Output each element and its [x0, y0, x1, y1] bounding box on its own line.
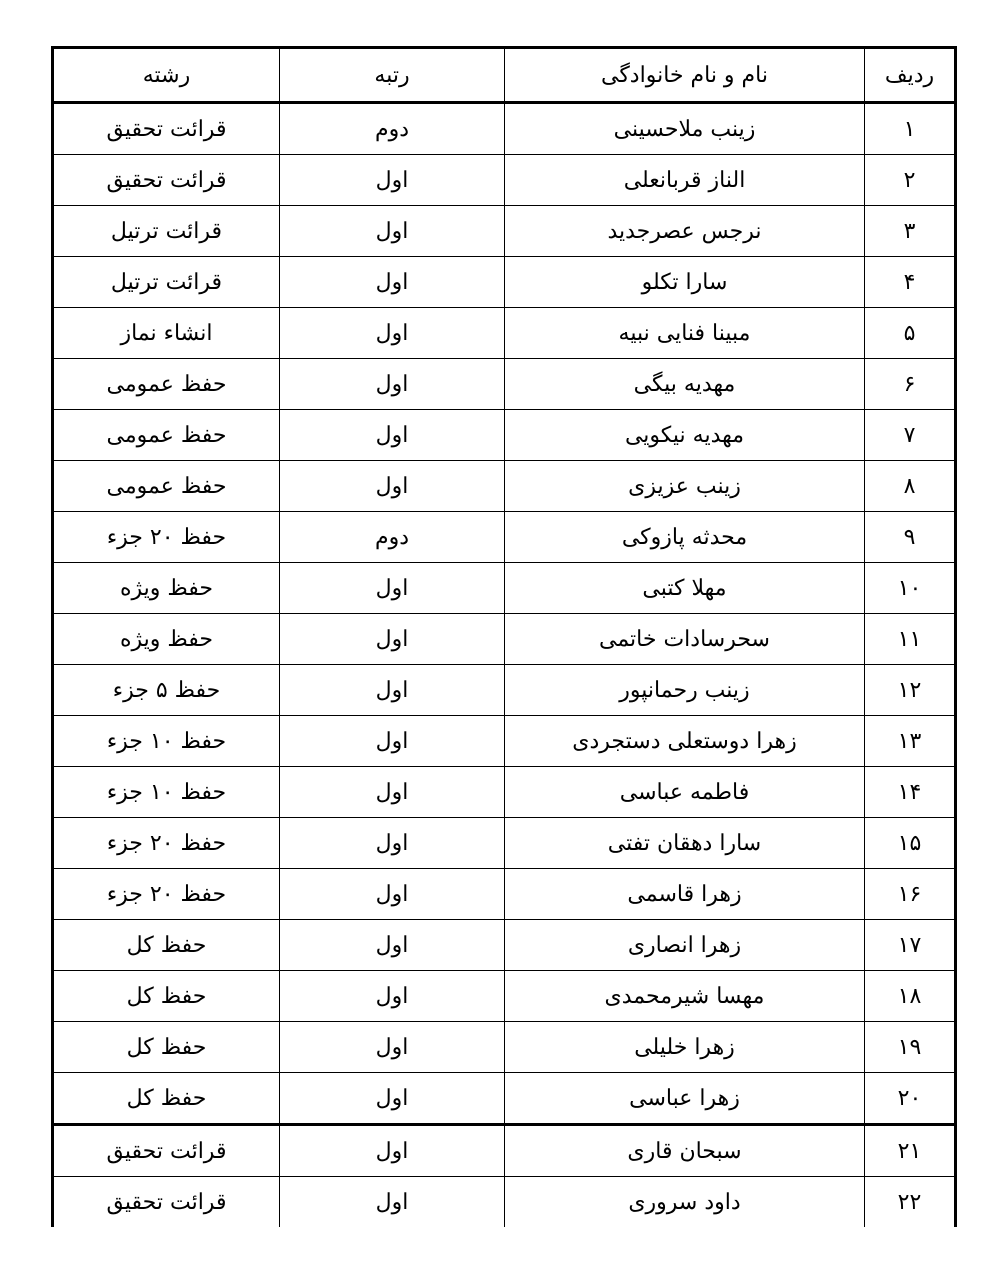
cell-row-number: ۱۶	[865, 869, 956, 920]
table-row	[53, 512, 956, 563]
table-row	[53, 359, 956, 410]
cell-field: حفظ کل	[53, 1022, 280, 1073]
cell-rank: اول	[280, 716, 505, 767]
cell-field: حفظ عمومی	[53, 410, 280, 461]
results-table	[51, 46, 957, 1227]
cell-row-number: ۷	[865, 410, 956, 461]
cell-field: قرائت ترتیل	[53, 257, 280, 308]
cell-row-number: ۱	[865, 103, 956, 155]
cell-rank: اول	[280, 257, 505, 308]
cell-field: حفظ ویژه	[53, 614, 280, 665]
cell-field: حفظ کل	[53, 1073, 280, 1125]
cell-row-number: ۴	[865, 257, 956, 308]
cell-row-number: ۱۲	[865, 665, 956, 716]
cell-name: زینب ملاحسینی	[505, 103, 865, 155]
cell-rank: اول	[280, 308, 505, 359]
cell-row-number: ۲	[865, 155, 956, 206]
cell-rank: اول	[280, 1177, 505, 1228]
cell-name: مهدیه نیکویی	[505, 410, 865, 461]
cell-field: حفظ ویژه	[53, 563, 280, 614]
cell-name: زهرا دوستعلی دستجردی	[505, 716, 865, 767]
cell-name: فاطمه عباسی	[505, 767, 865, 818]
cell-rank: اول	[280, 869, 505, 920]
cell-field: انشاء نماز	[53, 308, 280, 359]
cell-row-number: ۵	[865, 308, 956, 359]
cell-field: قرائت تحقیق	[53, 155, 280, 206]
header-row-number: ردیف	[865, 48, 956, 103]
cell-rank: اول	[280, 971, 505, 1022]
header-name: نام و نام خانوادگی	[505, 48, 865, 103]
cell-rank: اول	[280, 920, 505, 971]
table-row	[53, 614, 956, 665]
cell-row-number: ۱۱	[865, 614, 956, 665]
cell-rank: اول	[280, 614, 505, 665]
cell-name: سحرسادات خاتمی	[505, 614, 865, 665]
cell-field: قرائت تحقیق	[53, 103, 280, 155]
cell-name: مهلا کتبی	[505, 563, 865, 614]
cell-field: حفظ عمومی	[53, 359, 280, 410]
table-body	[53, 103, 956, 1228]
cell-rank: اول	[280, 665, 505, 716]
table-row	[53, 1177, 956, 1228]
cell-name: داود سروری	[505, 1177, 865, 1228]
cell-field: قرائت تحقیق	[53, 1177, 280, 1228]
cell-rank: اول	[280, 767, 505, 818]
cell-field: حفظ ۲۰ جزء	[53, 869, 280, 920]
cell-row-number: ۱۰	[865, 563, 956, 614]
table-row	[53, 818, 956, 869]
table-row	[53, 1125, 956, 1177]
cell-rank: اول	[280, 1125, 505, 1177]
cell-row-number: ۶	[865, 359, 956, 410]
cell-row-number: ۱۳	[865, 716, 956, 767]
cell-name: زهرا قاسمی	[505, 869, 865, 920]
cell-name: الناز قربانعلی	[505, 155, 865, 206]
cell-row-number: ۱۹	[865, 1022, 956, 1073]
cell-rank: اول	[280, 818, 505, 869]
cell-row-number: ۸	[865, 461, 956, 512]
cell-rank: اول	[280, 155, 505, 206]
cell-field: حفظ ۵ جزء	[53, 665, 280, 716]
table-row	[53, 1022, 956, 1073]
cell-name: مبینا فنایی نبیه	[505, 308, 865, 359]
cell-row-number: ۳	[865, 206, 956, 257]
cell-field: حفظ ۲۰ جزء	[53, 818, 280, 869]
cell-row-number: ۱۸	[865, 971, 956, 1022]
cell-row-number: ۱۷	[865, 920, 956, 971]
table-row	[53, 308, 956, 359]
table-row	[53, 103, 956, 155]
cell-field: حفظ کل	[53, 920, 280, 971]
cell-name: زینب عزیزی	[505, 461, 865, 512]
table-row	[53, 665, 956, 716]
cell-name: زهرا انصاری	[505, 920, 865, 971]
table-row	[53, 869, 956, 920]
table-row	[53, 1073, 956, 1125]
cell-name: مهسا شیرمحمدی	[505, 971, 865, 1022]
table-row	[53, 155, 956, 206]
cell-field: حفظ کل	[53, 971, 280, 1022]
header-rank: رتبه	[280, 48, 505, 103]
cell-row-number: ۲۲	[865, 1177, 956, 1228]
cell-field: قرائت تحقیق	[53, 1125, 280, 1177]
table-header-row	[53, 48, 956, 103]
cell-rank: دوم	[280, 103, 505, 155]
table-row	[53, 971, 956, 1022]
results-table-container	[51, 46, 954, 1227]
cell-rank: دوم	[280, 512, 505, 563]
cell-name: زینب رحمانپور	[505, 665, 865, 716]
table-row	[53, 563, 956, 614]
table-row	[53, 206, 956, 257]
cell-name: سبحان قاری	[505, 1125, 865, 1177]
cell-rank: اول	[280, 359, 505, 410]
cell-rank: اول	[280, 1022, 505, 1073]
cell-row-number: ۱۴	[865, 767, 956, 818]
cell-name: سارا تکلو	[505, 257, 865, 308]
cell-row-number: ۹	[865, 512, 956, 563]
cell-rank: اول	[280, 461, 505, 512]
cell-rank: اول	[280, 410, 505, 461]
cell-name: مهدیه بیگی	[505, 359, 865, 410]
cell-field: حفظ عمومی	[53, 461, 280, 512]
cell-field: حفظ ۱۰ جزء	[53, 716, 280, 767]
table-row	[53, 920, 956, 971]
cell-name: محدثه پازوکی	[505, 512, 865, 563]
cell-name: سارا دهقان تفتی	[505, 818, 865, 869]
cell-row-number: ۱۵	[865, 818, 956, 869]
cell-row-number: ۲۱	[865, 1125, 956, 1177]
cell-name: زهرا خلیلی	[505, 1022, 865, 1073]
cell-rank: اول	[280, 206, 505, 257]
table-row	[53, 257, 956, 308]
cell-name: نرجس عصرجدید	[505, 206, 865, 257]
cell-rank: اول	[280, 1073, 505, 1125]
cell-rank: اول	[280, 563, 505, 614]
header-field: رشته	[53, 48, 280, 103]
table-row	[53, 410, 956, 461]
cell-row-number: ۲۰	[865, 1073, 956, 1125]
cell-field: قرائت ترتیل	[53, 206, 280, 257]
table-row	[53, 461, 956, 512]
cell-field: حفظ ۱۰ جزء	[53, 767, 280, 818]
table-row	[53, 716, 956, 767]
table-row	[53, 767, 956, 818]
cell-field: حفظ ۲۰ جزء	[53, 512, 280, 563]
cell-name: زهرا عباسی	[505, 1073, 865, 1125]
